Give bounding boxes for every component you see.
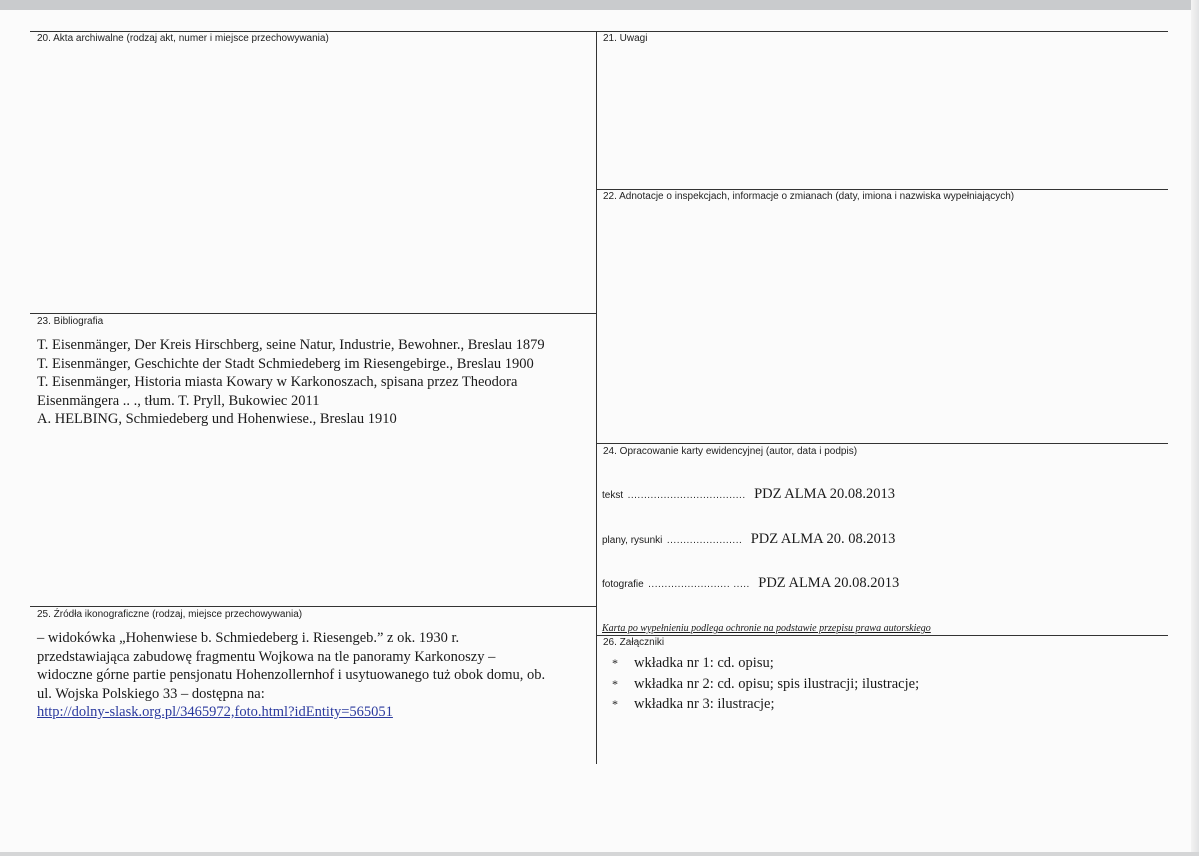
divider-20-23	[30, 313, 596, 314]
row-dots: .......................	[666, 535, 743, 546]
attachment-item	[612, 676, 919, 693]
top-border	[30, 31, 1168, 32]
asterisk-icon: *	[612, 677, 618, 691]
row-value: PDZ ALMA 20.08.2013	[754, 486, 896, 502]
bibliography-entry: T. Eisenmänger, Der Kreis Hirschberg, seine Natur, Industrie, Bewohner., Breslau 1879	[37, 337, 545, 353]
iconography-line: ul. Wojska Polskiego 33 – dostępna na:	[37, 685, 265, 702]
iconography-line: widoczne górne partie pensjonatu Hohenzollernhof i usytuowanego tuż obok domu, ob.	[37, 667, 546, 683]
row-value: PDZ ALMA 20. 08.2013	[750, 531, 896, 547]
section-22-label: 22. Adnotacje o inspekcjach, informacje o zmianach (daty, imiona i nazwiska wypełniających)	[603, 191, 1015, 202]
section-21-label: 21. Uwagi	[603, 33, 648, 44]
divider-21-22	[597, 189, 1168, 190]
row-key: fotografie	[602, 579, 644, 590]
signature-row-fotografie	[602, 574, 899, 592]
scan-top-edge	[0, 0, 1199, 10]
divider-23-25	[30, 606, 596, 607]
bibliography-list	[37, 336, 587, 429]
section-26-label: 26. Załączniki	[603, 637, 665, 648]
row-value: PDZ ALMA 20.08.2013	[758, 575, 900, 591]
iconography-link[interactable]: http://dolny-slask.org.pl/3465972,foto.html?idEntity=565051	[37, 704, 393, 720]
divider-22-24	[597, 443, 1168, 444]
section-25-label: 25. Źródła ikonograficzne (rodzaj, miejsce przechowywania)	[37, 609, 303, 620]
section-24-label: 24. Opracowanie karty ewidencyjnej (autor, data i podpis)	[603, 446, 858, 457]
asterisk-icon: *	[612, 697, 618, 711]
signature-row-tekst	[602, 485, 895, 503]
attachment-text: wkładka nr 2: cd. opisu; spis ilustracji; ilustracje;	[634, 676, 920, 692]
divider-24-26	[597, 635, 1168, 636]
attachment-text: wkładka nr 1: cd. opisu;	[634, 655, 774, 671]
asterisk-icon: *	[612, 656, 618, 670]
iconography-line: – widokówka „Hohenwiese b. Schmiedeberg i. Riesengeb.” z ok. 1930 r.	[37, 630, 460, 646]
bibliography-entry: T. Eisenmänger, Geschichte der Stadt Schmiedeberg im Riesengebirge., Breslau 1900	[37, 355, 534, 372]
bibliography-entry: Eisenmängera .. ., tłum. T. Pryll, Bukowiec 2011	[37, 392, 320, 409]
row-key: tekst	[602, 490, 624, 501]
row-key: plany, rysunki	[602, 535, 663, 546]
iconography-line: przedstawiająca zabudowę fragmentu Wojkowa na tle panoramy Karkonoszy –	[37, 648, 496, 665]
bibliography-entry: A. HELBING, Schmiedeberg und Hohenwiese., Breslau 1910	[37, 411, 397, 427]
copyright-note: Karta po wypełnieniu podlega ochronie na podstawie przepisu prawa autorskiego	[602, 623, 931, 634]
iconography-text	[37, 629, 587, 722]
row-dots: ......................... .....	[648, 579, 750, 590]
scan-bottom-edge	[0, 852, 1199, 856]
section-23-label: 23. Bibliografia	[37, 316, 104, 327]
row-dots: ....................................	[627, 490, 746, 501]
attachment-item	[612, 696, 775, 713]
center-divider	[596, 31, 597, 764]
signature-row-plany	[602, 530, 895, 548]
section-20-label: 20. Akta archiwalne (rodzaj akt, numer i miejsce przechowywania)	[37, 33, 329, 44]
attachment-item	[612, 655, 774, 672]
attachment-text: wkładka nr 3: ilustracje;	[634, 696, 775, 712]
bibliography-entry: T. Eisenmänger, Historia miasta Kowary w Karkonoszach, spisana przez Theodora	[37, 374, 518, 390]
scan-right-edge	[1191, 0, 1199, 856]
